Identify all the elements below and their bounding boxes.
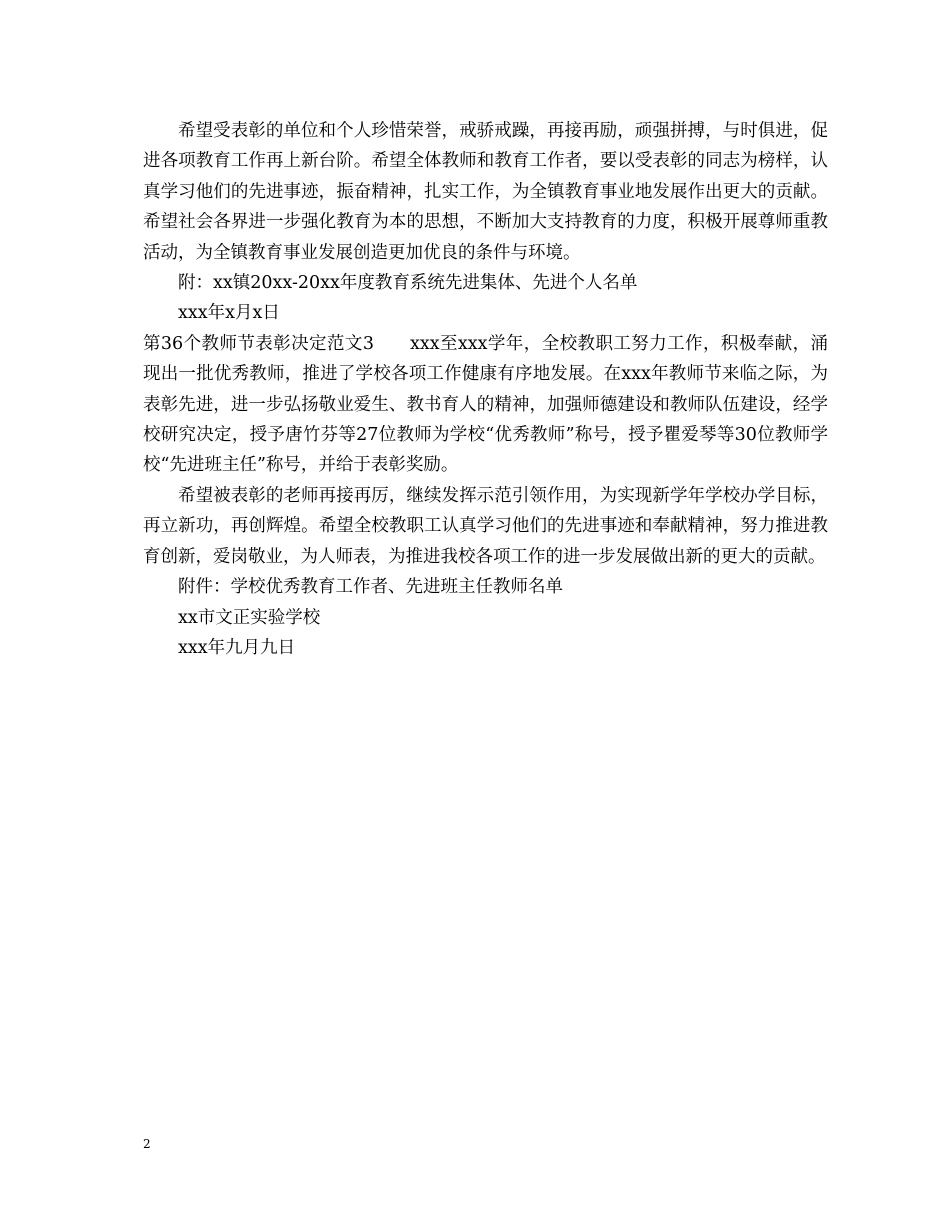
paragraph-sample-3 — [143, 329, 828, 481]
paragraph-commendation-hopes: 希望受表彰的单位和个人珍惜荣誉，戒骄戒躁，再接再励，顽强拼搏，与时俱进，促进各项教育工作再上新台阶。希望全体教师和教育工作者，要以受表彰的同志为榜样，认真学习他们的先进事迹，振奋精神，扎实工作，为全镇教育事业地发展作出更大的贡献。希望社会各界进一步强化教育为本的思想，不断加大支持教育的力度，积极开展尊师重教活动，为全镇教育事业发展创造更加优良的条件与环境。 — [143, 121, 828, 263]
document-body — [143, 116, 828, 663]
paragraph-attachment: 附件：学校优秀教育工作者、先进班主任教师名单 — [178, 577, 563, 598]
page-number: 2 — [143, 1137, 151, 1151]
paragraph-teacher-hopes: 希望被表彰的老师再接再厉，继续发挥示范引领作用，为实现新学年学校办学目标，再立新功，再创辉煌。希望全校教职工认真学习他们的先进事迹和奉献精神，努力推进教育创新，爱岗敬业，为人师表，为推进我校各项工作的进一步发展做出新的更大的贡献。 — [143, 485, 828, 567]
sample-title: 第36个教师节表彰决定范文3 — [143, 333, 374, 354]
paragraph-school-name: xx市文正实验学校 — [178, 607, 321, 628]
sample-body: xxx至xxx学年，全校教职工努力工作，积极奉献，涌现出一批优秀教师，推进了学校各项工作健康有序地发展。在xxx年教师节来临之际，为表彰先进，进一步弘扬敬业爱生、教书育人的精神，加强师德建设和教师队伍建设，经学校研究决定，授予唐竹芬等27位教师为学校“优秀教师”称号，授予瞿爱琴等30位教师学校“先进班主任”称号，并给于表彰奖励。 — [143, 333, 828, 476]
paragraph-signature-date: xxx年九月九日 — [178, 637, 296, 658]
paragraph-attachment-list: 附：xx镇20xx-20xx年度教育系统先进集体、先进个人名单 — [178, 273, 638, 294]
paragraph-date: xxx年x月x日 — [178, 303, 280, 324]
